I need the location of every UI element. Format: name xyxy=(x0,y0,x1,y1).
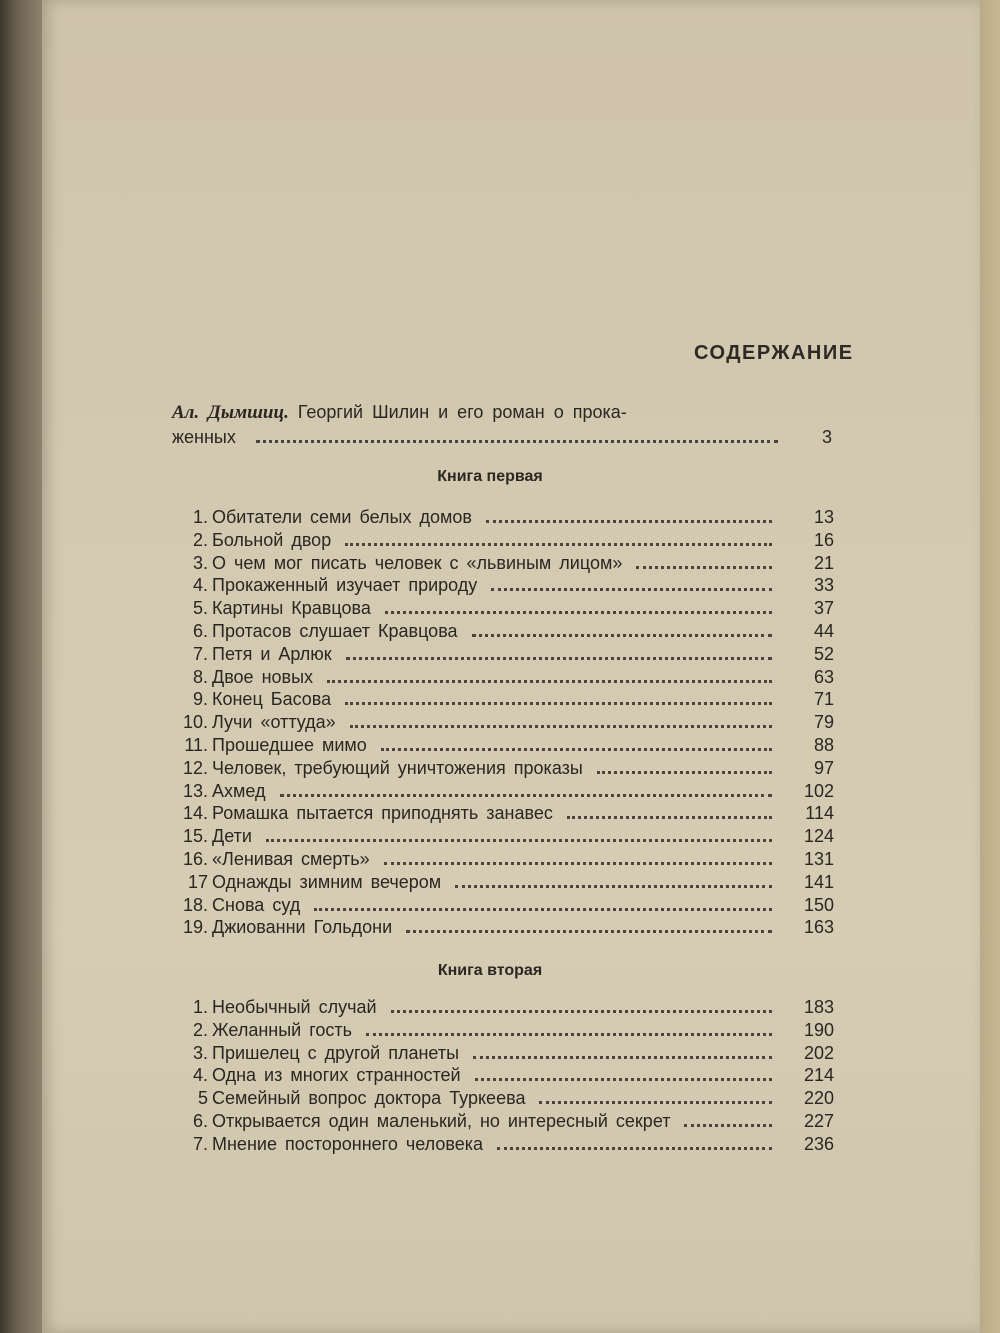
dot-leader xyxy=(486,520,772,523)
toc-entry xyxy=(168,1133,834,1156)
chapter-title: Прошедшее мимо xyxy=(212,734,367,755)
chapter-title: Семейный вопрос доктора Туркеева xyxy=(212,1088,526,1109)
toc-entry xyxy=(168,711,834,734)
chapter-title: Однажды зимним вечером xyxy=(212,871,442,892)
chapter-page-number: 220 xyxy=(803,1088,834,1109)
toc-entry xyxy=(168,529,834,552)
toc-entry xyxy=(168,643,834,666)
chapter-number: 8. xyxy=(192,666,208,687)
chapter-title: Пришелец с другой планеты xyxy=(212,1042,460,1063)
preface-page-number: 3 xyxy=(821,427,832,447)
toc-entry xyxy=(168,506,834,529)
chapter-title: Снова суд xyxy=(212,894,301,915)
dot-leader xyxy=(473,1056,772,1059)
book-one-heading: Книга первая xyxy=(437,468,543,485)
dot-leader xyxy=(472,634,772,637)
dot-leader xyxy=(597,771,772,774)
dot-leader xyxy=(345,702,772,705)
toc-entry xyxy=(168,666,834,689)
chapter-number: 7. xyxy=(192,643,208,664)
dot-leader xyxy=(266,839,772,842)
toc-entry xyxy=(168,825,834,848)
chapter-page-number: 141 xyxy=(803,871,834,892)
chapter-page-number: 202 xyxy=(803,1042,834,1063)
chapter-page-number: 236 xyxy=(803,1133,834,1154)
chapter-page-number: 214 xyxy=(803,1065,834,1086)
toc-entry xyxy=(168,688,834,711)
book-two-chapter-list xyxy=(168,996,834,1156)
chapter-page-number: 150 xyxy=(803,894,834,915)
chapter-number: 17 xyxy=(187,871,208,892)
chapter-number: 14. xyxy=(182,803,208,824)
chapter-page-number: 183 xyxy=(803,997,834,1017)
chapter-page-number: 88 xyxy=(813,734,834,755)
chapter-page-number: 227 xyxy=(803,1110,834,1131)
dot-leader xyxy=(684,1124,772,1127)
chapter-page-number: 124 xyxy=(803,826,834,847)
chapter-number: 2. xyxy=(192,1019,208,1040)
chapter-number: 11. xyxy=(184,734,208,755)
chapter-number: 10. xyxy=(182,712,208,733)
dot-leader xyxy=(381,748,772,751)
toc-entry xyxy=(168,1019,834,1042)
dot-leader xyxy=(366,1033,772,1036)
toc-entry xyxy=(168,802,834,825)
toc-entry xyxy=(168,1087,834,1110)
chapter-title: Обитатели семи белых домов xyxy=(212,507,472,527)
dot-leader xyxy=(391,1010,772,1013)
chapter-page-number: 102 xyxy=(803,780,834,801)
chapter-title: О чем мог писать человек с «львиным лицом» xyxy=(212,552,623,573)
chapter-page-number: 37 xyxy=(813,598,834,619)
chapter-number: 3. xyxy=(192,1042,208,1063)
dot-leader xyxy=(256,440,778,443)
toc-entry xyxy=(168,996,834,1019)
chapter-title: Необычный случай xyxy=(212,997,377,1017)
chapter-page-number: 44 xyxy=(813,620,834,641)
chapter-title: Дети xyxy=(212,826,252,847)
chapter-number: 1. xyxy=(192,997,208,1017)
dot-leader xyxy=(497,1147,772,1150)
chapter-title: Протасов слушает Кравцова xyxy=(212,620,458,641)
chapter-title: Открывается один маленький, но интересный секрет xyxy=(212,1110,671,1131)
dot-leader xyxy=(350,725,772,728)
toc-entry xyxy=(168,848,834,871)
chapter-number: 4. xyxy=(192,575,208,596)
toc-entry xyxy=(168,1110,834,1133)
chapter-title: Петя и Арлюк xyxy=(212,643,332,664)
page-right-edge xyxy=(980,0,1000,1333)
chapter-number: 7. xyxy=(192,1133,208,1154)
toc-entry xyxy=(168,552,834,575)
dot-leader xyxy=(384,862,772,865)
dot-leader xyxy=(539,1101,772,1104)
chapter-title: Двое новых xyxy=(212,666,314,687)
chapter-number: 5. xyxy=(192,598,208,619)
chapter-page-number: 21 xyxy=(813,552,834,573)
chapter-title: Джиованни Гольдони xyxy=(212,917,393,938)
dot-leader xyxy=(475,1078,772,1081)
chapter-title: Одна из многих странностей xyxy=(212,1065,461,1086)
chapter-number: 15. xyxy=(182,826,208,847)
chapter-title: Картины Кравцова xyxy=(212,598,371,619)
toc-entry xyxy=(168,1042,834,1065)
dot-leader xyxy=(385,611,772,614)
chapter-page-number: 163 xyxy=(803,917,834,938)
book-spine-edge xyxy=(0,0,42,1333)
chapter-title: Ромашка пытается приподнять занавес xyxy=(212,803,553,824)
chapter-number: 9. xyxy=(192,689,208,710)
toc-title: СОДЕРЖАНИЕ xyxy=(694,342,854,364)
chapter-number: 12. xyxy=(182,757,208,778)
dot-leader xyxy=(327,680,772,683)
chapter-number: 6. xyxy=(192,1110,208,1131)
chapter-number: 16. xyxy=(182,848,208,869)
dot-leader xyxy=(491,588,772,591)
chapter-page-number: 16 xyxy=(813,529,834,550)
preface-entry xyxy=(172,400,832,450)
toc-entry xyxy=(168,734,834,757)
chapter-title: Больной двор xyxy=(212,529,332,550)
dot-leader xyxy=(346,657,772,660)
dot-leader xyxy=(280,794,773,797)
dot-leader xyxy=(314,908,772,911)
chapter-title: Желанный гость xyxy=(212,1019,353,1040)
book-two-heading: Книга вторая xyxy=(437,962,543,979)
chapter-title: Ахмед xyxy=(212,780,266,801)
toc-entry xyxy=(168,894,834,917)
chapter-number: 2. xyxy=(192,529,208,550)
preface-title-line1: Георгий Шилин и его роман о прока- xyxy=(297,402,627,422)
chapter-title: Конец Басова xyxy=(212,689,332,710)
chapter-number: 19. xyxy=(182,917,208,938)
chapter-number: 1. xyxy=(192,507,208,527)
chapter-number: 4. xyxy=(192,1065,208,1086)
chapter-page-number: 33 xyxy=(813,575,834,596)
toc-entry xyxy=(168,597,834,620)
preface-author: Ал. Дымшиц. xyxy=(172,402,289,423)
toc-entry xyxy=(168,574,834,597)
chapter-page-number: 79 xyxy=(813,712,834,733)
toc-entry xyxy=(168,780,834,803)
chapter-page-number: 71 xyxy=(813,689,834,710)
chapter-number: 18. xyxy=(182,894,208,915)
chapter-page-number: 13 xyxy=(813,507,834,527)
preface-title-line2: женных xyxy=(172,427,236,447)
chapter-title: Человек, требующий уничтожения проказы xyxy=(212,757,583,778)
dot-leader xyxy=(567,816,772,819)
toc-entry xyxy=(168,1064,834,1087)
toc-entry xyxy=(168,871,834,894)
chapter-title: Мнение постороннего человека xyxy=(212,1133,484,1154)
chapter-page-number: 63 xyxy=(813,666,834,687)
chapter-title: Лучи «оттуда» xyxy=(212,712,336,733)
chapter-number: 13. xyxy=(182,780,208,801)
chapter-page-number: 52 xyxy=(813,643,834,664)
toc-entry xyxy=(168,757,834,780)
chapter-page-number: 97 xyxy=(813,757,834,778)
chapter-page-number: 131 xyxy=(803,848,834,869)
chapter-number: 3. xyxy=(192,552,208,573)
toc-entry xyxy=(168,620,834,643)
dot-leader xyxy=(636,566,772,569)
chapter-title: Прокаженный изучает природу xyxy=(212,575,478,596)
toc-entry xyxy=(168,916,834,939)
dot-leader xyxy=(406,930,772,933)
dot-leader xyxy=(455,885,772,888)
chapter-title: «Ленивая смерть» xyxy=(212,848,370,869)
chapter-page-number: 190 xyxy=(803,1019,834,1040)
book-one-chapter-list xyxy=(168,506,834,939)
chapter-number: 6. xyxy=(192,620,208,641)
chapter-page-number: 114 xyxy=(805,803,834,824)
chapter-number: 5 xyxy=(197,1088,208,1109)
dot-leader xyxy=(345,543,772,546)
